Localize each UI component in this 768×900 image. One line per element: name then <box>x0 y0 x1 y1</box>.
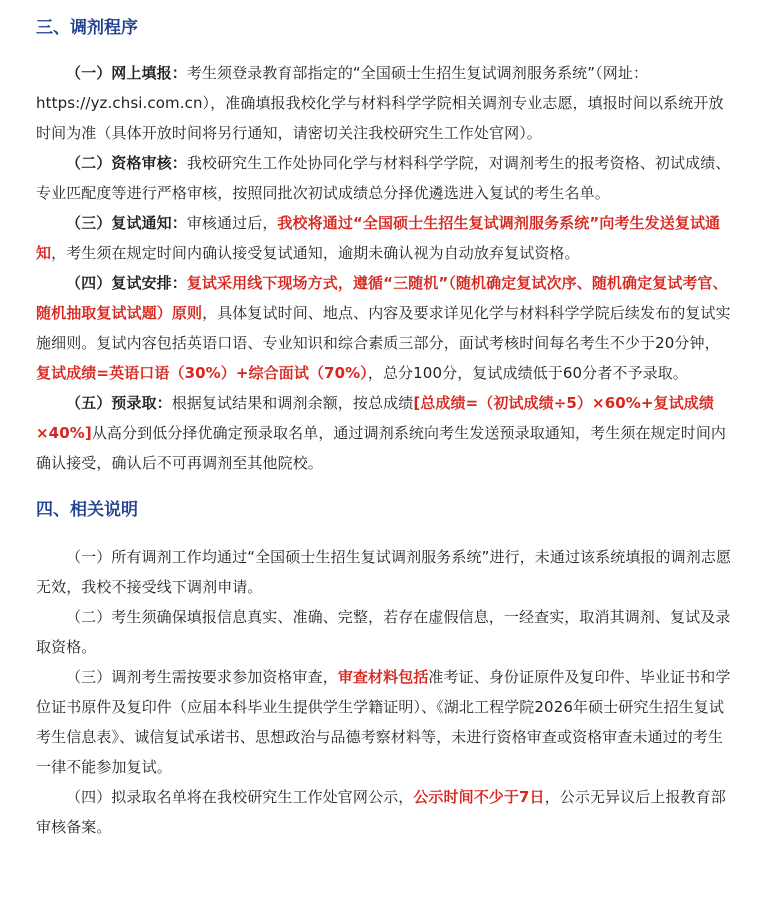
paragraph-label: （三）复试通知： <box>66 214 187 232</box>
paragraph-text: 根据复试结果和调剂余额，按总成绩 <box>171 394 414 412</box>
paragraph-text: 从高分到低分择优确定预录取名单，通过调剂系统向考生发送预录取通知，考生须在规定时间内确认接受，确认后不可再调剂至其他院校。 <box>36 424 727 472</box>
spacer <box>36 478 732 496</box>
section-heading-procedure: 三、调剂程序 <box>36 18 138 38</box>
paragraph-text: 准考证、身份证原件及复印件、毕业证书和学位证书原件及复印件（应届本科毕业生提供学生学籍证明）、《湖北工程学院2026年硕士研究生招生复试考生信息表》、诚信复试承诺书、思想政治与品德考察材料等，未进行资格审查或资格审查未通过的考生一律不能参加复试。 <box>36 668 731 776</box>
paragraph-retest-notice <box>36 208 732 268</box>
paragraph-label: （一）网上填报： <box>66 64 187 82</box>
paragraph-pre-admission <box>36 388 732 478</box>
emphasis-text: 公示时间不少于7日 <box>413 788 545 806</box>
paragraph-label: （二）资格审核： <box>66 154 187 172</box>
paragraph-note-2: （二）考生须确保填报信息真实、准确、完整，若存在虚假信息，一经查实，取消其调剂、复试及录取资格。 <box>36 608 731 656</box>
paragraph-label: （四）复试安排： <box>66 274 187 292</box>
paragraph-note-1: （一）所有调剂工作均通过“全国硕士生招生复试调剂服务系统”进行，未通过该系统填报的调剂志愿无效，我校不接受线下调剂申请。 <box>36 548 732 596</box>
paragraph-text: 考生须登录教育部指定的“全国硕士生招生复试调剂服务系统”（网址：https://yz.chsi.com.cn），准确填报我校化学与材料科学学院相关调剂专业志愿，填报时间以系统开放时间为准（具体开放时间将另行通知，请密切关注我校研究生工作处官网）。 <box>36 64 724 142</box>
emphasis-total-formula: [总成绩=（初试成绩÷5）×60%+复试成绩×40%] <box>36 394 714 442</box>
paragraph-note-3 <box>36 662 732 782</box>
paragraph-text: ，公示无异议后上报教育部审核备案。 <box>36 788 726 836</box>
emphasis-text: 复试采用线下现场方式，遵循“三随机”（随机确定复试次序、随机确定复试考官、随机抽取复试试题）原则 <box>36 274 728 322</box>
paragraph-online-application <box>36 58 732 148</box>
paragraph-text: 我校研究生工作处协同化学与材料科学学院，对调剂考生的报考资格、初试成绩、专业匹配度等进行严格审核，按照同批次初试成绩总分择优遴选进入复试的考生名单。 <box>36 154 731 202</box>
paragraph-text: ，具体复试时间、地点、内容及要求详见化学与材料科学学院后续发布的复试实施细则。复试内容包括英语口语、专业知识和综合素质三部分，面试考核时间每名考生不少于20分钟， <box>36 304 731 352</box>
paragraph-retest-arrangement <box>36 268 732 388</box>
section-heading-notes: 四、相关说明 <box>36 500 138 520</box>
paragraph-text: ，总分100分，复试成绩低于60分者不予录取。 <box>367 364 688 382</box>
spacer <box>36 524 732 542</box>
emphasis-text: 审查材料包括 <box>337 668 429 686</box>
paragraph-qualification-review <box>36 148 732 208</box>
spacer <box>36 42 732 58</box>
emphasis-score-formula: 复试成绩=英语口语（30%）+综合面试（70%） <box>36 364 368 382</box>
emphasis-text: 我校将通过“全国硕士生招生复试调剂服务系统”向考生发送复试通知 <box>36 214 721 262</box>
paragraph-note-4 <box>36 782 732 842</box>
paragraph-label: （五）预录取： <box>66 394 172 412</box>
paragraph-text: （三）调剂考生需按要求参加资格审查， <box>66 668 338 686</box>
paragraph-text: （四）拟录取名单将在我校研究生工作处官网公示， <box>66 788 414 806</box>
paragraph-text: 审核通过后， <box>186 214 278 232</box>
paragraph-text: ，考生须在规定时间内确认接受复试通知，逾期未确认视为自动放弃复试资格。 <box>51 244 580 262</box>
